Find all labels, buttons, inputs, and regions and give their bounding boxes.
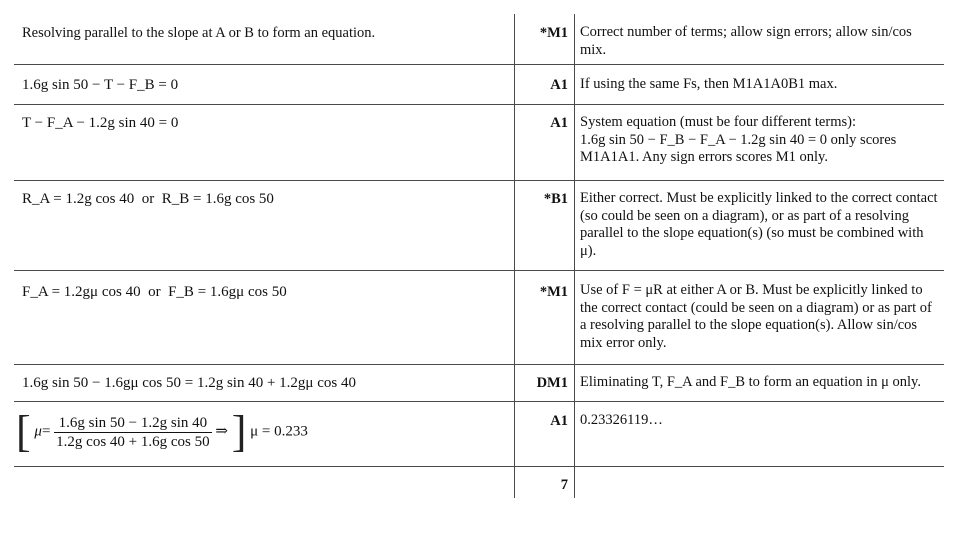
working-text: Resolving parallel to the slope at A or B to form an equation. bbox=[22, 25, 376, 41]
implies-arrow: ⇒ bbox=[215, 423, 228, 440]
row-divider bbox=[14, 64, 944, 65]
mark-row-6: DM1 bbox=[536, 375, 568, 391]
fraction bbox=[54, 414, 211, 451]
note-line: M1A1A1. Any sign errors scores M1 only. bbox=[580, 149, 828, 165]
final-answer: μ = 0.233 bbox=[250, 423, 308, 440]
working-row-5 bbox=[22, 283, 287, 301]
reaction-b: R_B = 1.6g cos 50 bbox=[161, 191, 274, 207]
mark-row-4: *B1 bbox=[543, 191, 568, 207]
mu-equals: μ= bbox=[34, 423, 51, 440]
mark-row-5: *M1 bbox=[539, 284, 568, 300]
working-row-1 bbox=[22, 24, 375, 42]
fraction-numerator: 1.6g sin 50 − 1.2g sin 40 bbox=[54, 414, 211, 433]
note-row-2: If using the same Fs, then M1A1A0B1 max. bbox=[580, 76, 838, 92]
system-equation: 1.6g sin 50 − F_B − F_A − 1.2g sin 40 = 0 bbox=[580, 131, 828, 148]
friction-a: F_A = 1.2gμ cos 40 bbox=[22, 284, 141, 300]
mark-row-7: A1 bbox=[550, 413, 568, 429]
row-divider bbox=[14, 270, 944, 271]
row-divider bbox=[14, 466, 944, 467]
note-row-6: Eliminating T, F_A and F_B to form an equation in μ only. bbox=[580, 374, 921, 390]
row-divider bbox=[14, 364, 944, 365]
working-row-2: 1.6g sin 50 − T − F_B = 0 bbox=[22, 77, 179, 93]
note-row-4: Either correct. Must be explicitly linked to the correct contact (so could be seen on a diagram), or as part of a resolving parallel to the slope equation(s) (so must be combined with μ). bbox=[580, 190, 938, 259]
note-line: System equation (must be four different terms): bbox=[580, 114, 856, 130]
working-row-3: T − F_A − 1.2g sin 40 = 0 bbox=[22, 115, 179, 131]
mark-row-3: A1 bbox=[550, 115, 568, 131]
note-row-7: 0.23326119… bbox=[580, 412, 663, 428]
or-text: or bbox=[148, 284, 161, 300]
left-bracket: [ bbox=[16, 407, 31, 456]
note-row-5: Use of F = μR at either A or B. Must be explicitly linked to the correct contact (could be seen on a diagram) or as part of a resolving parallel to the slope equation(s). Allow sin/cos mix error only. bbox=[580, 282, 932, 351]
friction-b: F_B = 1.6gμ cos 50 bbox=[168, 284, 287, 300]
column-divider-mark bbox=[574, 14, 575, 498]
mark-row-1: *M1 bbox=[539, 25, 568, 41]
or-text: or bbox=[141, 191, 155, 207]
row-divider bbox=[14, 401, 944, 402]
working-row-7 bbox=[16, 407, 308, 456]
total-marks: 7 bbox=[560, 477, 568, 493]
note-row-3 bbox=[580, 114, 938, 167]
working-row-4 bbox=[22, 190, 274, 208]
reaction-a: R_A = 1.2g cos 40 bbox=[22, 191, 135, 207]
row-divider bbox=[14, 180, 944, 181]
right-bracket: ] bbox=[231, 407, 247, 456]
note-row-1: Correct number of terms; allow sign errors; allow sin/cos mix. bbox=[580, 24, 912, 58]
working-row-6: 1.6g sin 50 − 1.6gμ cos 50 = 1.2g sin 40 + 1.2gμ cos 40 bbox=[22, 375, 356, 391]
mark-row-2: A1 bbox=[550, 77, 568, 93]
note-line bbox=[580, 132, 938, 150]
fraction-denominator: 1.2g cos 40 + 1.6g cos 50 bbox=[56, 433, 210, 450]
note-suffix: only scores bbox=[830, 131, 897, 148]
row-divider bbox=[14, 104, 944, 105]
